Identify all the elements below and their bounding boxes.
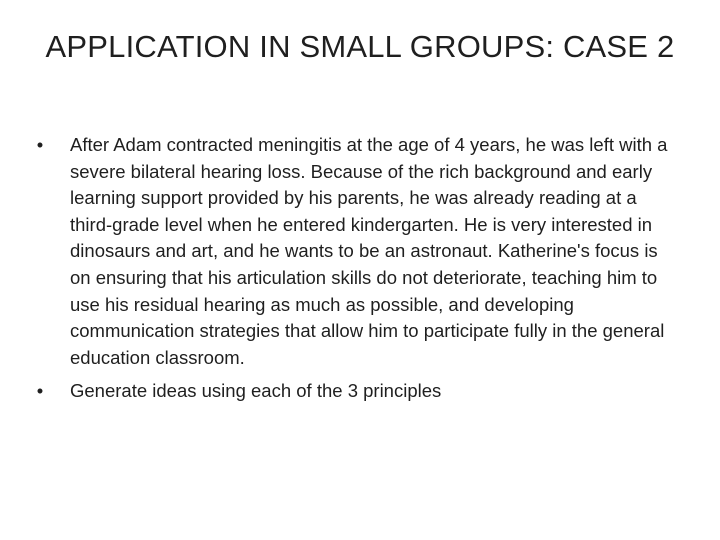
bullet-icon: • bbox=[36, 380, 44, 402]
bullet-text: Generate ideas using each of the 3 principles bbox=[70, 380, 442, 402]
bullet-item-task bbox=[30, 378, 680, 405]
slide-title: APPLICATION IN SMALL GROUPS: CASE 2 bbox=[45, 29, 675, 64]
bullet-icon: • bbox=[36, 134, 44, 155]
bullet-list bbox=[30, 132, 680, 412]
bullet-item-case-description bbox=[30, 132, 680, 371]
bullet-text: After Adam contracted meningitis at the age of 4 years, he was left with a severe bilateral hearing loss. Because of the rich background and early learning support provided by his parents, he was already reading at a third-grade level when he entered kindergarten. He is very interested in dinosaurs and art, and he wants to be an astronaut. Katherine's focus is on ensuring that his articulation skills do not deteriorate, teaching him to use his residual hearing as much as possible, and developing communication strategies that allow him to participate fully in the general education classroom. bbox=[70, 134, 668, 368]
